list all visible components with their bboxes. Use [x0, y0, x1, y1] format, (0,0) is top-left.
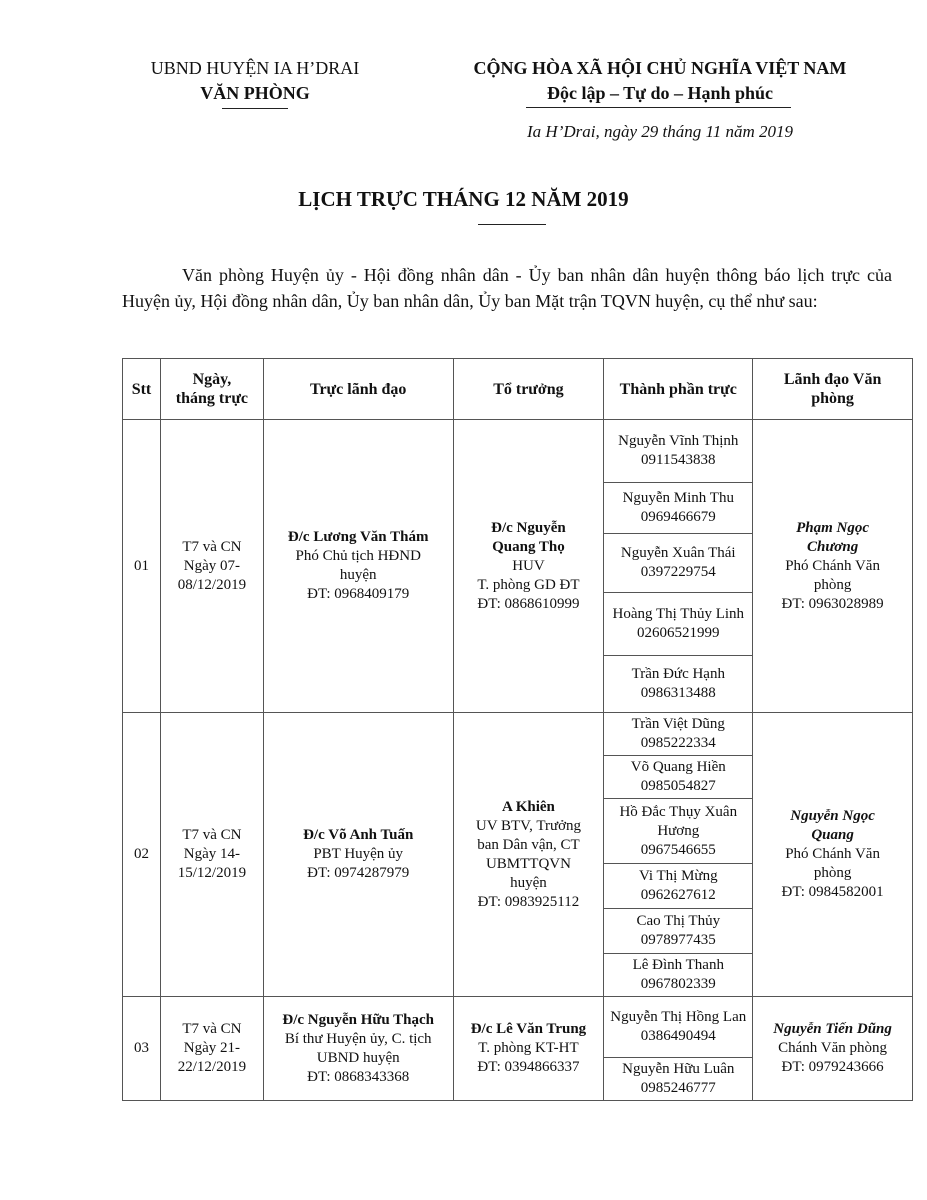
row-stt: 03: [123, 997, 161, 1101]
issue-date: Ia H’Drai, ngày 29 tháng 11 năm 2019: [527, 122, 793, 141]
row-date: T7 và CN Ngày 14- 15/12/2019: [160, 713, 263, 997]
duty-schedule-table: [122, 358, 913, 1101]
member-cell: Trần Việt Dũng 0985222334: [604, 713, 753, 756]
row-stt: 02: [123, 713, 161, 997]
row-date: T7 và CN Ngày 07- 08/12/2019: [160, 420, 263, 713]
header-date: Ngày, tháng trực: [160, 359, 263, 420]
issuer-office: VĂN PHÒNG: [200, 83, 310, 103]
issuer-block: [120, 56, 390, 106]
row-team-lead: Đ/c Nguyễn Quang Thọ HUV T. phòng GD ĐT ĐT: 0868610999: [453, 420, 604, 713]
row-leader: Đ/c Nguyễn Hữu Thạch Bí thư Huyện ủy, C. tịch UBND huyện ĐT: 0868343368: [263, 997, 453, 1101]
row-leader: Đ/c Võ Anh Tuấn PBT Huyện ủy ĐT: 0974287979: [263, 713, 453, 997]
member-cell: Nguyễn Thị Hồng Lan 0386490494: [604, 997, 753, 1058]
row-team-lead: A Khiên UV BTV, Trưởng ban Dân vận, CT UBMTTQVN huyện ĐT: 0983925112: [453, 713, 604, 997]
document-title: LỊCH TRỰC THÁNG 12 NĂM 2019: [298, 187, 629, 211]
member-cell: Nguyễn Vĩnh Thịnh 0911543838: [604, 420, 753, 483]
table-row: [123, 997, 913, 1058]
member-cell: Nguyễn Hữu Luân 0985246777: [604, 1058, 753, 1101]
header-team-lead: Tổ trưởng: [453, 359, 604, 420]
member-cell: Hồ Đắc Thụy Xuân Hương 0967546655: [604, 799, 753, 864]
table-row: [123, 713, 913, 756]
member-cell: Lê Đình Thanh 0967802339: [604, 954, 753, 997]
row-office-lead: Nguyễn Ngọc Quang Phó Chánh Văn phòng ĐT: 0984582001: [753, 713, 913, 997]
row-office-lead: Nguyễn Tiến Dũng Chánh Văn phòng ĐT: 0979243666: [753, 997, 913, 1101]
intro-text: Văn phòng Huyện ủy - Hội đồng nhân dân - Ủy ban nhân dân huyện thông báo lịch trực của Huyện ủy, Hội đồng nhân dân, Ủy ban nhân dân, Ủy ban Mặt trận TQVN huyện, cụ thể như sau:: [122, 265, 892, 311]
national-motto: Độc lập – Tự do – Hạnh phúc: [546, 83, 774, 103]
issuer-org: UBND HUYỆN IA H’DRAI: [150, 58, 360, 78]
header-leader: Trực lãnh đạo: [263, 359, 453, 420]
national-title: CỘNG HÒA XÃ HỘI CHỦ NGHĨA VIỆT NAM: [473, 58, 847, 78]
member-cell: Hoàng Thị Thủy Linh 02606521999: [604, 593, 753, 656]
row-office-lead: Phạm Ngọc Chương Phó Chánh Văn phòng ĐT: 0963028989: [753, 420, 913, 713]
row-stt: 01: [123, 420, 161, 713]
member-cell: Nguyễn Minh Thu 0969466679: [604, 483, 753, 534]
member-cell: Nguyễn Xuân Thái 0397229754: [604, 534, 753, 593]
member-cell: Trần Đức Hạnh 0986313488: [604, 656, 753, 713]
table-row: [123, 420, 913, 483]
header-office-lead: Lãnh đạo Văn phòng: [753, 359, 913, 420]
table-header-row: [123, 359, 913, 420]
intro-paragraph: [122, 262, 892, 314]
row-leader: Đ/c Lương Văn Thám Phó Chủ tịch HĐND huyện ĐT: 0968409179: [263, 420, 453, 713]
member-cell: Cao Thị Thủy 0978977435: [604, 909, 753, 954]
title-underline: [478, 224, 546, 225]
row-team-lead: Đ/c Lê Văn Trung T. phòng KT-HT ĐT: 0394866337: [453, 997, 604, 1101]
row-date: T7 và CN Ngày 21- 22/12/2019: [160, 997, 263, 1101]
header-stt: Stt: [123, 359, 161, 420]
motto-underline: [526, 107, 791, 108]
header-members: Thành phần trực: [604, 359, 753, 420]
national-motto-block: [420, 56, 900, 106]
member-cell: Võ Quang Hiền 0985054827: [604, 756, 753, 799]
member-cell: Vi Thị Mừng 0962627612: [604, 864, 753, 909]
issuer-underline: [222, 108, 288, 109]
